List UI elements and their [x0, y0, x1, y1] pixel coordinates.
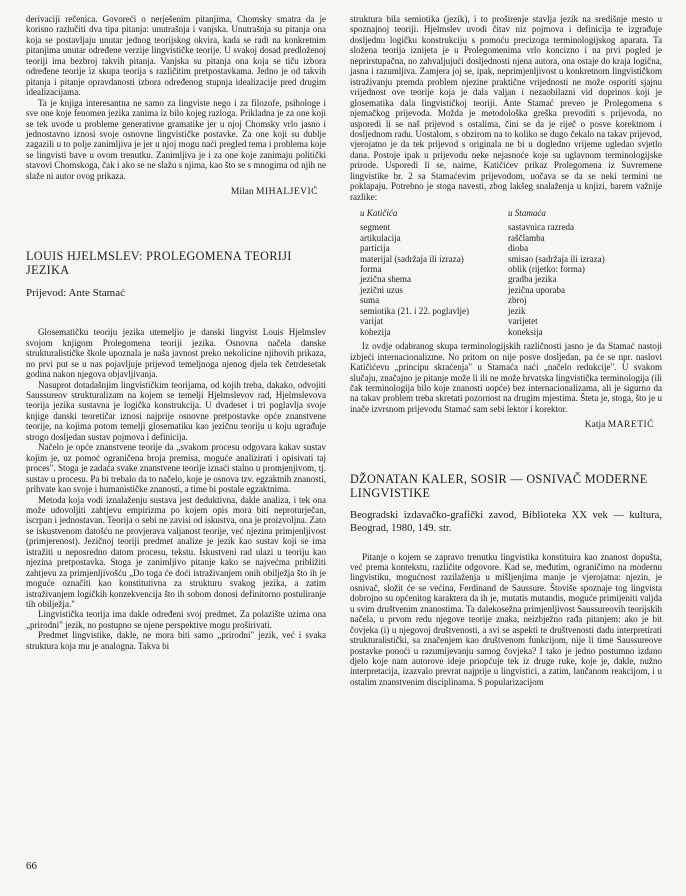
right-column: [350, 14, 662, 687]
terminology-table: [350, 208, 605, 337]
terminology-row: [350, 327, 605, 337]
term-katicic: suma: [360, 295, 380, 306]
review-2-paragraph: Glosematičku teoriju jezika utemeljio je danski lingvist Louis Hjelmslev svojom knjigom Prolegomena teoriji jezika. Osnovna načela danske strukturalističke škole upoznala je naša javnost preko nekolicine njihovih prikaza, no prvi put se u nas pojavljuje prijevod temeljnoga njenog djela tek četrdesetak godina nakon njegova objavljivanja.: [26, 327, 326, 380]
term-katicic: materijal (sadržaja ili izraza): [360, 253, 464, 264]
term-katicic: artikulacija: [360, 232, 401, 243]
term-stamac: varijetet: [508, 316, 538, 327]
terminology-row: [350, 243, 605, 253]
term-stamac: smisao (sadržaja ili izraza): [508, 253, 605, 264]
terminology-table-header: [350, 208, 605, 222]
terminology-row: [350, 233, 605, 243]
review-3-paragraph: Pitanje o kojem se zapravo trenutku lingvistika konstituira kao znanost dopušta, već prema kontekstu, različite odgovore. Kad se, međutim, ograničimo na modernu lingvistiku, mogućnost razilaženja u mišljenjima manje je vjerojatna: njezin, je osnivač, složit će se većina, Ferdinand de Saussure. Štoviše spoznaje tog lingvista dobrojno su općenitog karaktera da ih je, mutatis mutandis, moguće primijeniti valjda u svim društvenim znanostima. Ta dalekosežna primjenljivost Saussureovih teorijskih načela, u prvom redu njegove teorije znaka, neizbježno rađa pitanjem: ako je bit čovjeka (i) u njegovoj društvenosti, a svi se aspekti te društvenosti dadu interpretirati strukturalistički, sa značenjem kao društvenom funkcijom, nije li time Saussureove postavke ponoći u razumijevanju samog čovjeka? I tako je jedno postumno izdano djelo koje nam autorove ideje priopćuje tek iz druge ruke, koje je, dakle, nužno interpretacija, izazvalo prevrat najprije u lingvistici, a zatim, lančanom reakcijom, i u ostalim znanstvenim disciplinama. S popularizacijom: [350, 551, 662, 687]
review-1-paragraph: derivaciji rečenica. Govoreći o nerješenim pitanjima, Chomsky smatra da je korisno razlučiti dva tipa pitanja: unutrašnja i vanjska. Unutrašnja su pitanja ona koja se postavljaju unutar jednog teorijskog okvira, kada se radi na konkretnim pitanjima unutar određene verzije lingvističke teorije. U svakoj dosad predloženoj teoriji ima bezbroj takvih pitanja. Vanjska su pitanja ona koja se tiču izbora određene teorije iz skupa teorija s različitim pretpostavkama. Jedno je od takvih pitanja i pitanje opravdanosti izbora određenog stupnja idealizacije pred drugim idealizacijama.: [26, 14, 326, 98]
review-2-translator: Prijevod: Ante Stamać: [26, 287, 125, 300]
terminology-row: [350, 285, 605, 295]
term-katicic: particija: [360, 243, 390, 254]
terminology-row: [350, 274, 605, 284]
term-katicic: jezični uzus: [360, 284, 403, 295]
column-header-katicic: u Katičića: [360, 208, 398, 219]
review-2-paragraph: Metoda koja vodi iznalaženju sustava jest deduktivna, dakle analiza, i tek ona može udovoljiti zahtjevu empirizma po kojem opis mora biti neproturječan, iscrpan i jednostavan. Teorija o sebi ne zavisi od iskustva, ona je proizvoljna. Zato se iskustvenom datošću ne provjerava valjanost teorije, već njezina primjenljivost (primjerenost). Jezičnoj teoriji predmet analize je jezik kao sustav koji se ima istražiti u neposredno datom procesu, tekstu. Iskustveni rad ulazi u teoriju kao njezina pretpostavka. Stoga je zanimljivo pitanje kako se najvećma približiti zahtjevu za primjenljivošću „Do toga će doći istraživanjem onih obilježja što ih je moguće označiti kao konstitutivna za strukturu svakog jezika, a zatim istraživanjem logičkih konzekvencija što ih sobom donosi definitorno postuliranje tih obilježja.": [26, 494, 326, 610]
review-2-continued-paragraph: Iz ovdje odabranog skupa terminologijskih različnosti jasno je da Stamać nastoji izbjeći internacionalizme. No pritom on nije posve dosljedan, pa će se npr. naslovi Katičićevu „principu skraćenja" u Stamaća naći „načelo redukcije". U svakom slučaju, značajno je pitanje može li ili ne može hrvatska lingvistička terminologija (ili čak terminologija bilo koje znanosti uopće) bez internacionalizama, ali je sigurno da na takav problem treba skretati pozornost na drugim mjestima. Šteta je, stoga, što je u inače izvrsnom prijevodu Stamać sam sebi lektor i korektor.: [350, 341, 662, 414]
review-2-paragraph: Nasuprot dotadašnjim lingvističkim teorijama, od kojih treba, dakako, odvojiti Saussureov strukturalizam na kojem se temelji Hjelmslevov rad, Hjelmslevova teorija jezika sustavna je logička konstrukcija. U dvadeset i tri poglavlja svoje knjige danski teoretičar iznosi najprije osnovne pretpostavke opće znanstvene teorije, na kojima potom temelji glosematiku kao jezičnu teoriju u koju ugrađuje strogo dosljedan sustav pojmova i definicija.: [26, 379, 326, 442]
signature-given-name: Katja: [584, 420, 606, 431]
term-katicic: jezična shema: [360, 274, 411, 285]
terminology-table-body: [350, 222, 605, 337]
terminology-row: [350, 306, 605, 316]
term-stamac: oblik (rijetko: forma): [508, 263, 585, 274]
terminology-row: [350, 295, 605, 305]
signature-surname: MIHALJEVIĆ: [256, 187, 318, 198]
signature-given-name: Milan: [230, 187, 254, 198]
review-2-paragraph: Lingvistička teorija ima dakle određeni svoj predmet. Za polazište uzima ona „prirodni" jezik, no postupno se njene perspektive mogu proširivati.: [26, 609, 326, 630]
review-2-paragraph: Načelo je opće znanstvene teorije da „svakom procesu odgovara kakav sustav kojim je, uz pomoć ograničena broja premisa, moguće analizirati i opisivati taj proces". Stoga je zadaća svake znanstvene teorije iznaći stalno u promjenjivom, tj. sustav u procesu. Pa bi trebalo da to načelo, koje je osnova tzv. egzaktnih znanosti, prihvate kao svoje i humanističke znanosti, a time bi postale egzaktnima.: [26, 442, 326, 495]
term-katicic: segment: [360, 222, 391, 233]
review-3-bibliography: Beogradski izdavačko-grafički zavod, Biblioteka XX vek — kultura, Beograd, 1980, 149. str.: [350, 510, 662, 534]
review-2-title: LOUIS HJELMSLEV: PROLEGOMENA TEORIJI JEZIKA: [26, 249, 292, 278]
term-stamac: zbroj: [508, 295, 527, 306]
term-stamac: koneksija: [508, 326, 543, 337]
terminology-row: [350, 254, 605, 264]
review-2-body: [26, 327, 326, 651]
review-1-body: [26, 14, 326, 181]
page-number: 66: [26, 860, 37, 872]
term-katicic: varijat: [360, 316, 384, 327]
term-stamac: dioba: [508, 243, 529, 254]
review-1-paragraph: Ta je knjiga interesantna ne samo za lingviste nego i za filozofe, psihologe i sve one koje fenomen jezika zanima iz bilo kojeg razloga. Prikladna je za one koji se tek uvode u probleme generativne gramatike jer u njoj Chomsky vrlo jasno i jednostavno iznosi svoje osnovne lingvističke postavke. Za one koji su dublje zagazili u to polje zanimljiva je jer u njoj mogu naći pregled tema i problema koje se lingvisti bave u ovom trenutku. Zanimljiva je i za one koje zanimaju politički stavovi Chomskoga, čak i ako se ne slažu s njima, kao što se s mnogima od njih ne slaže ni autor ovog prikaza.: [26, 97, 326, 181]
column-header-stamac: u Stamaća: [508, 208, 546, 219]
signature-surname: MARETIĆ: [607, 420, 654, 431]
term-katicic: forma: [360, 263, 382, 274]
terminology-row: [350, 316, 605, 326]
terminology-row: [350, 222, 605, 232]
term-stamac: jezik: [508, 305, 526, 316]
term-stamac: gradba jezika: [508, 274, 557, 285]
term-stamac: raščlamba: [508, 232, 545, 243]
review-1-signature: [26, 187, 318, 197]
review-2-continued-paragraph: struktura bila semiotika (jezik), i to proširenje stavlja jezik na središnje mesto u spoznajnoj teoriji. Hjelmslev uvodi čitav niz pojmova i definicija te izgrađuje dosljednu logičku konstrukciju s pomoću precizoga terminologijskog aparata. Ta složena teorija iznijeta je u Prolegomenima vrlo koncizno i na prvi pogled je neprirstupačna, no zahvaljujući dosljednosti njena autora, ona ostaje do kraja logična, jasna i razumljiva. Zamjera joj se, ipak, neprimjenljivost u konkretnom lingvističkom istraživanju premda problem njezine praktične vrijednosti ne može osporiti sjajnu vrijednost ove teorije koja je dala valjan i nezaobilazni vid doprinos koji je glosematika dala lingvističkoj teoriji. Ante Stamać preveo je Prolegomena s njemačkog prijevoda. Možda je metodološka greška prevoditi s prijevoda, no usporedi li se naš prijevod s ostalima, čini se da je riječ o posve korektnom i dosljednom radu. Uostalom, s obzirom na to koliko se dugo čekalo na takav prijevod, vjerojatno je da tek prijevod s originala ne bi u dogledno vrijeme ugledao svjetlo dana. Postoje ipak u prijevodu neke nejasnoće koje su uglavnom terminologijske prirode. Usporedi li se, naime, Katičićev prikaz Prolegomena iz Suvremene lingvistike br. 2 sa Stamaćevim prijevodom, uočava se da se neki termini ne poklapaju. Potrebno je stoga navesti, zbog lakšeg snalaženja u knjizi, barem važnije razlike:: [350, 14, 662, 202]
term-katicic: semiotika (21. i 22. poglavlje): [360, 305, 470, 316]
review-2-paragraph: Predmet lingvistike, dakle, ne mora biti samo „prirodni" jezik, već i svaka struktura koja mu je analogna. Takva bi: [26, 630, 326, 651]
left-column: [26, 14, 326, 651]
review-3-title: DŽONATAN KALER, SOSIR — OSNIVAČ MODERNE LINGVISTIKE: [350, 472, 648, 501]
terminology-row: [350, 264, 605, 274]
term-katicic: kohezija: [360, 326, 391, 337]
term-stamac: jezična uporaba: [508, 284, 566, 295]
term-stamac: sastavnica razreda: [508, 222, 575, 233]
review-2-signature: [350, 420, 654, 430]
